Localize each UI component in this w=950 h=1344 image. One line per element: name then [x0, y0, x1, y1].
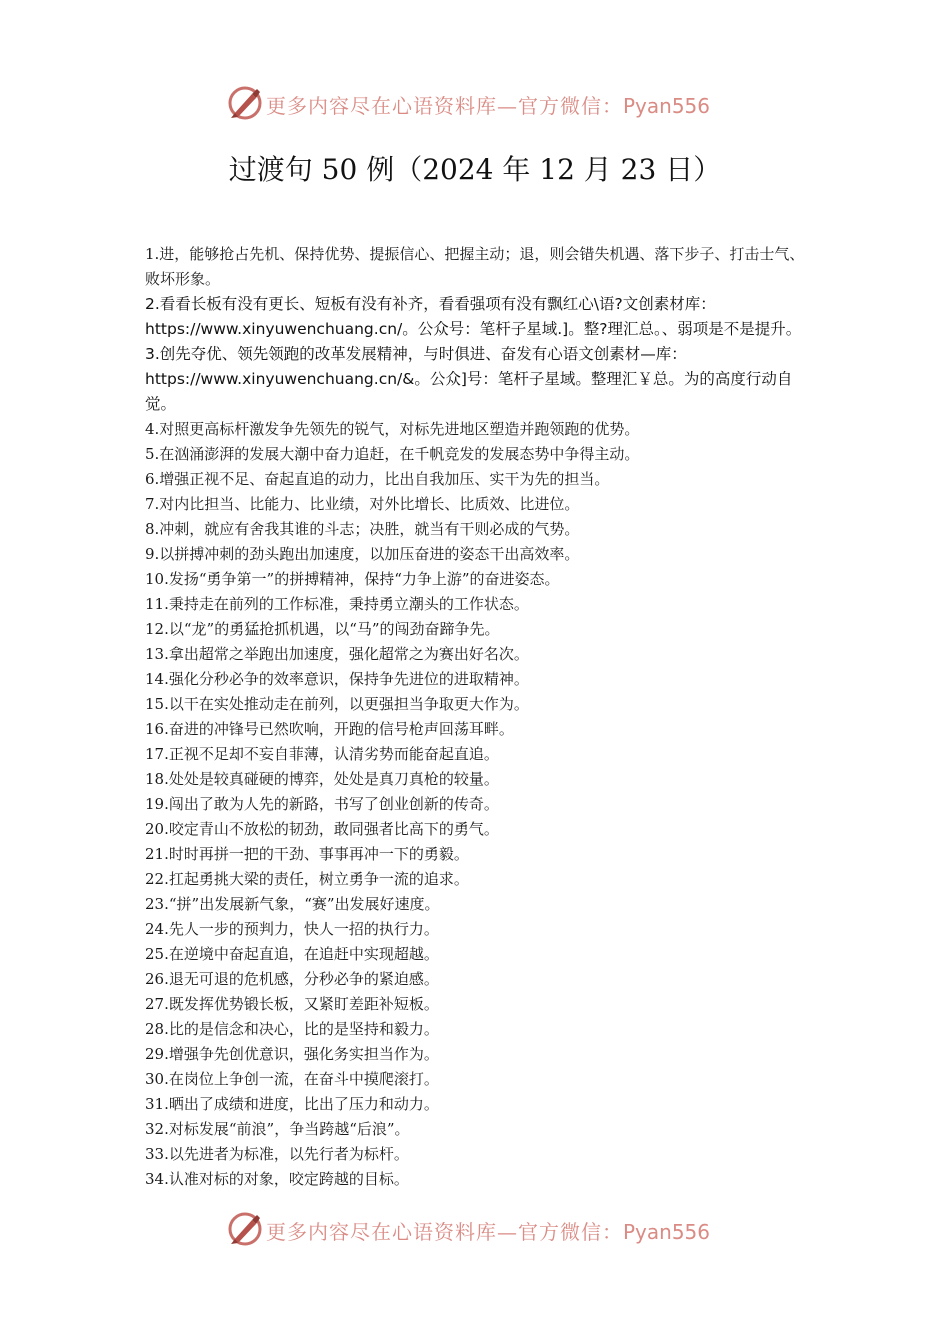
list-item: 29.增强争先创优意识，强化务实担当作为。	[145, 1045, 439, 1063]
wechat-id: Pyan556	[623, 94, 711, 118]
list-item: 7.对内比担当、比能力、比业绩，对外比增长、比质效、比进位。	[145, 495, 580, 513]
page-title: 过渡句 50 例（2024 年 12 月 23 日）	[228, 153, 722, 186]
list-item: 15.以干在实处推动走在前列，以更强担当争取更大作为。	[145, 695, 529, 713]
list-item: 20.咬定青山不放松的韧劲，敢同强者比高下的勇气。	[145, 820, 499, 838]
list-item: 16.奋进的冲锋号已然吹响，开跑的信号枪声回荡耳畔。	[145, 720, 514, 738]
list-item: 10.发扬“勇争第一”的拼搏精神，保持“力争上游”的奋进姿态。	[145, 570, 560, 588]
list-item: 9.以拼搏冲刺的劲头跑出加速度，以加压奋进的姿态干出高效率。	[145, 545, 580, 563]
header-banner-text: 更多内容尽在心语资料库—官方微信：Pyan556	[266, 94, 711, 118]
footer-banner	[0, 1208, 950, 1252]
pen-logo-icon	[226, 84, 264, 122]
list-item: 11.秉持走在前列的工作标准，秉持勇立潮头的工作状态。	[145, 595, 529, 613]
list-item: 24.先人一步的预判力，快人一招的执行力。	[145, 920, 439, 938]
header-banner	[0, 82, 950, 126]
list-item: 27.既发挥优势锻长板，又紧盯差距补短板。	[145, 995, 439, 1013]
list-item: 1.进，能够抢占先机、保持优势、提振信心、把握主动；退，则会错失机遇、落下步子、打击士气、败坏形象。	[145, 245, 805, 288]
list-item: 18.处处是较真碰硬的博弈，处处是真刀真枪的较量。	[145, 770, 499, 788]
footer-banner-text: 更多内容尽在心语资料库—官方微信：Pyan556	[266, 1220, 711, 1244]
list-item: 23.“拼”出发展新气象，“赛”出发展好速度。	[145, 895, 440, 913]
list-item: 17.正视不足却不妄自菲薄，认清劣势而能奋起直追。	[145, 745, 499, 763]
list-item: 12.以“龙”的勇猛抢抓机遇，以“马”的闯劲奋蹄争先。	[145, 620, 500, 638]
pen-logo-icon	[226, 1210, 264, 1248]
list-item: 28.比的是信念和决心，比的是坚持和毅力。	[145, 1020, 439, 1038]
list-item: 14.强化分秒必争的效率意识，保持争先进位的进取精神。	[145, 670, 529, 688]
document-body	[145, 242, 815, 1192]
list-item: 19.闯出了敢为人先的新路，书写了创业创新的传奇。	[145, 795, 499, 813]
wechat-id: Pyan556	[623, 1220, 711, 1244]
list-item: 34.认准对标的对象，咬定跨越的目标。	[145, 1170, 409, 1188]
list-item: 32.对标发展“前浪”，争当跨越“后浪”。	[145, 1120, 410, 1138]
list-item: 6.增强正视不足、奋起直追的动力，比出自我加压、实干为先的担当。	[145, 470, 610, 488]
list-item: 3.创先夺优、领先领跑的改革发展精神，与时俱进、奋发有心语文创素材—库：https://www.xinyuwenchuang.cn/&。公众]号：笔杆子星域。整理汇￥总。为的高度行动自觉。	[145, 345, 793, 413]
list-item: 31.晒出了成绩和进度，比出了压力和动力。	[145, 1095, 439, 1113]
list-item: 2.看看长板有没有更长、短板有没有补齐，看看强项有没有飘红心\语?文创素材库：https://www.xinyuwenchuang.cn/。公众号：笔杆子星域.]。整?理汇总。、弱项是不是提升。	[145, 295, 802, 338]
list-item: 25.在逆境中奋起直追，在追赶中实现超越。	[145, 945, 439, 963]
list-item: 21.时时再拼一把的干劲、事事再冲一下的勇毅。	[145, 845, 469, 863]
list-item: 30.在岗位上争创一流，在奋斗中摸爬滚打。	[145, 1070, 439, 1088]
list-item: 5.在汹涌澎湃的发展大潮中奋力追赶，在千帆竞发的发展态势中争得主动。	[145, 445, 640, 463]
list-item: 13.拿出超常之举跑出加速度，强化超常之为赛出好名次。	[145, 645, 529, 663]
list-item: 22.扛起勇挑大梁的责任，树立勇争一流的追求。	[145, 870, 469, 888]
list-item: 8.冲刺，就应有舍我其谁的斗志；决胜，就当有干则必成的气势。	[145, 520, 580, 538]
list-item: 33.以先进者为标准，以先行者为标杆。	[145, 1145, 409, 1163]
list-item: 26.退无可退的危机感，分秒必争的紧迫感。	[145, 970, 439, 988]
list-item: 4.对照更高标杆激发争先领先的锐气，对标先进地区塑造并跑领跑的优势。	[145, 420, 640, 438]
